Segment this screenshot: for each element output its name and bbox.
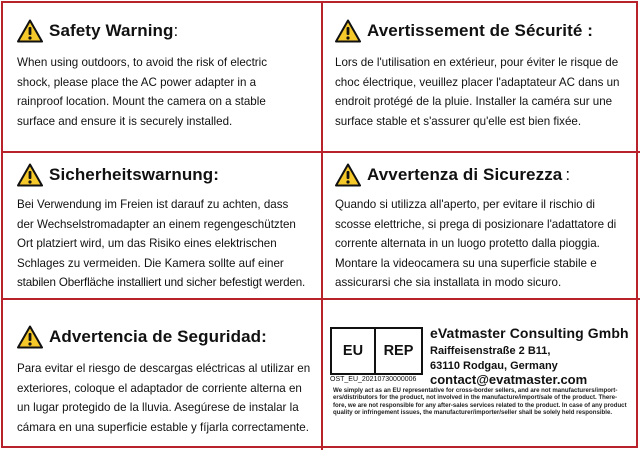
horizontal-divider-1 bbox=[3, 151, 640, 153]
warning-triangle-icon bbox=[17, 325, 43, 349]
rep-label: REP bbox=[383, 343, 414, 359]
section-body bbox=[17, 195, 319, 293]
vertical-divider bbox=[321, 3, 323, 450]
body-line: endroit protégé de la pluie. Installer la caméra sur une bbox=[335, 95, 613, 109]
company-name: eVatmaster Consulting Gmbh bbox=[430, 325, 629, 341]
body-line: Ort platziert wird, um das Risiko eines elektrischen bbox=[17, 237, 277, 251]
section-fr bbox=[335, 15, 637, 147]
section-title: Avvertenza di Sicurezza : bbox=[367, 165, 571, 184]
body-line: shock, please place the AC power adapter in a bbox=[17, 75, 257, 89]
section-title: Avertissement de Sécurité : bbox=[367, 21, 594, 40]
body-line: Montare la videocamera su una superficie stabile e bbox=[335, 256, 597, 270]
disclaimer-line: We simply act as an EU representative for cross-border sellers, and are not manufacturers/import- bbox=[333, 387, 618, 394]
section-title: Advertencia de Seguridad: bbox=[49, 327, 267, 346]
eu-rep-company bbox=[430, 325, 629, 388]
body-line: surface stable et s'assurer qu'elle est bien fixée. bbox=[335, 114, 582, 128]
body-line: assicurarsi che sia installata in modo sicuro. bbox=[335, 276, 562, 290]
eu-rep-code: OST_EU_20210730000006 bbox=[330, 376, 417, 383]
body-line: choc électrique, veuillez placer l'adaptateur AC dans un bbox=[335, 75, 620, 89]
section-es bbox=[17, 321, 319, 447]
section-body bbox=[335, 195, 637, 293]
body-line: rainproof location. Mount the camera on a stable bbox=[17, 95, 266, 109]
warning-triangle-icon bbox=[17, 163, 43, 187]
section-header bbox=[17, 15, 317, 47]
body-line: cámara en una superficie estable y fíjarla correctamente. bbox=[17, 420, 309, 434]
body-line: Bei Verwendung im Freien ist darauf zu achten, dass bbox=[17, 198, 289, 211]
body-line: un lugar protegido de la lluvia. Asegúrese de instalar la bbox=[17, 401, 299, 415]
eu-label: EU bbox=[332, 329, 376, 373]
disclaimer-line: fore, we are not responsible for any after-sales services related to the product. In case of any product bbox=[333, 401, 627, 409]
eu-rep-disclaimer bbox=[333, 387, 633, 417]
body-line: corrente alternata in un luogo protetto dalla pioggia. bbox=[335, 237, 600, 251]
label-frame bbox=[1, 1, 638, 448]
eu-rep-symbol bbox=[330, 327, 423, 375]
section-body bbox=[335, 53, 637, 131]
body-line: der Wechselstromadapter an einem regengeschützten bbox=[17, 217, 296, 231]
section-header bbox=[17, 159, 319, 191]
body-line: Quando si utilizza all'aperto, per evitare il rischio di bbox=[335, 198, 595, 211]
warning-triangle-icon bbox=[335, 163, 361, 187]
disclaimer-line: ers/distributors for the product, not involved in the manufacture/import/sale of the product. There- bbox=[333, 394, 618, 402]
body-line: Schlages zu vermeiden. Die Kamera sollte auf einer bbox=[17, 256, 284, 270]
body-line: When using outdoors, to avoid the risk of electric bbox=[17, 56, 268, 69]
section-title: Safety Warning: bbox=[49, 21, 179, 40]
section-header bbox=[335, 15, 637, 47]
section-header bbox=[17, 321, 319, 353]
body-line: stabilen Oberfläche installiert und sicher befestigt werden. bbox=[17, 276, 306, 290]
body-line: Lors de l'utilisation en extérieur, pour éviter le risque de bbox=[335, 56, 619, 69]
body-line: exteriores, coloque el adaptador de corriente alterna en bbox=[17, 381, 302, 395]
section-it bbox=[335, 159, 637, 295]
body-line: Para evitar el riesgo de descargas eléctricas al utilizar en bbox=[17, 362, 311, 375]
body-line: scosse elettriche, si prega di posizionare l'adattatore di bbox=[335, 217, 617, 231]
company-address bbox=[430, 344, 629, 388]
section-body bbox=[17, 359, 319, 437]
body-line: surface and ensure it is securely installed. bbox=[17, 114, 233, 128]
address-line: Raiffeisenstraße 2 B11, bbox=[430, 345, 551, 357]
company-email: contact@evatmaster.com bbox=[430, 372, 588, 387]
section-header bbox=[335, 159, 637, 191]
warning-triangle-icon bbox=[17, 19, 43, 43]
address-line: 63110 Rodgau, Germany bbox=[430, 359, 558, 372]
section-title: Sicherheitswarnung: bbox=[49, 165, 220, 184]
horizontal-divider-2 bbox=[3, 298, 640, 300]
section-en bbox=[17, 15, 317, 147]
section-body bbox=[17, 53, 317, 131]
disclaimer-line: quality or infringement issues, the manufacturer/importer/seller shall be solely held responsible. bbox=[333, 409, 613, 417]
warning-triangle-icon bbox=[335, 19, 361, 43]
section-de bbox=[17, 159, 319, 295]
